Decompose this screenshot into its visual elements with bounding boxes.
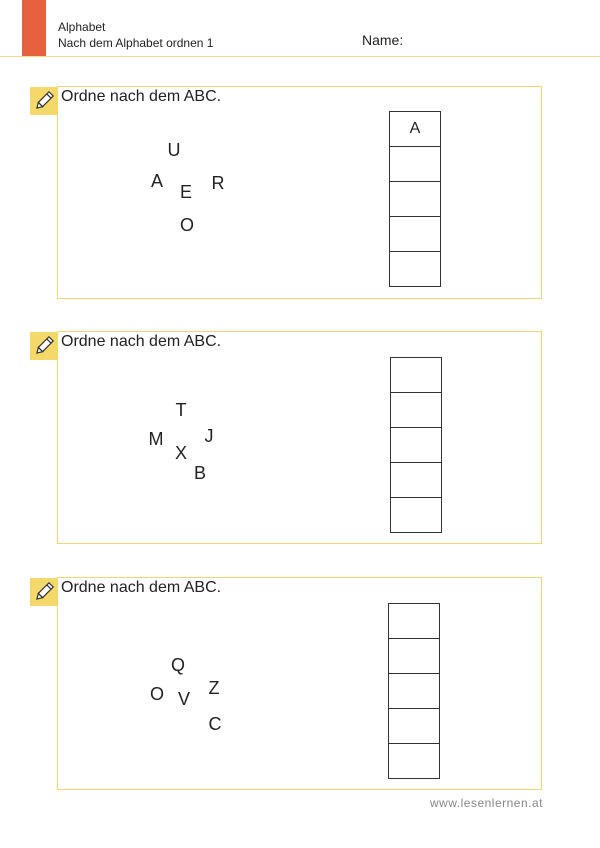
answer-box[interactable] xyxy=(389,146,441,182)
instruction-text: Ordne nach dem ABC. xyxy=(61,333,222,350)
header-accent-bar xyxy=(22,0,46,56)
exercise-2 xyxy=(57,331,542,544)
answer-box[interactable] xyxy=(390,392,442,428)
scrambled-letter: A xyxy=(150,171,163,191)
scrambled-letter: Z xyxy=(208,678,220,698)
pencil-icon xyxy=(30,578,58,606)
answer-box[interactable] xyxy=(389,251,441,287)
header-divider xyxy=(0,56,600,57)
answer-box[interactable] xyxy=(389,181,441,217)
scrambled-letter: E xyxy=(179,182,192,202)
scrambled-letter: R xyxy=(211,173,225,193)
answer-box[interactable] xyxy=(390,357,442,393)
answer-column xyxy=(388,603,440,779)
scrambled-letter: X xyxy=(174,443,187,463)
worksheet-subtitle: Nach dem Alphabet ordnen 1 xyxy=(58,36,214,50)
scrambled-letter: T xyxy=(175,400,187,420)
answer-column xyxy=(390,357,442,533)
scrambled-letter: O xyxy=(179,215,194,235)
scrambled-letter: V xyxy=(177,689,190,709)
answer-box[interactable] xyxy=(388,743,440,779)
exercise-1 xyxy=(57,86,542,299)
scrambled-letter: Q xyxy=(170,655,185,675)
answer-box[interactable] xyxy=(388,673,440,709)
pencil-icon xyxy=(30,87,58,115)
answer-box[interactable] xyxy=(388,708,440,744)
answer-box[interactable] xyxy=(390,462,442,498)
footer-website: www.lesenlernen.at xyxy=(429,796,543,810)
answer-box[interactable] xyxy=(390,497,442,533)
answer-column xyxy=(389,111,441,287)
worksheet-title: Alphabet xyxy=(58,20,106,34)
exercise-3 xyxy=(57,577,542,790)
instruction-text: Ordne nach dem ABC. xyxy=(61,88,222,105)
answer-box[interactable] xyxy=(388,638,440,674)
answer-box[interactable]: A xyxy=(389,111,441,147)
instruction-text: Ordne nach dem ABC. xyxy=(61,579,222,596)
scrambled-letter: O xyxy=(149,684,164,704)
scrambled-letter: U xyxy=(167,140,181,160)
scrambled-letter: B xyxy=(193,463,206,483)
scrambled-letter: M xyxy=(148,429,164,449)
answer-box[interactable] xyxy=(390,427,442,463)
name-label: Name: xyxy=(362,32,404,48)
answer-box[interactable] xyxy=(389,216,441,252)
answer-box[interactable] xyxy=(388,603,440,639)
scrambled-letter: J xyxy=(204,426,214,446)
pencil-icon xyxy=(30,332,58,360)
scrambled-letter: C xyxy=(208,714,222,734)
